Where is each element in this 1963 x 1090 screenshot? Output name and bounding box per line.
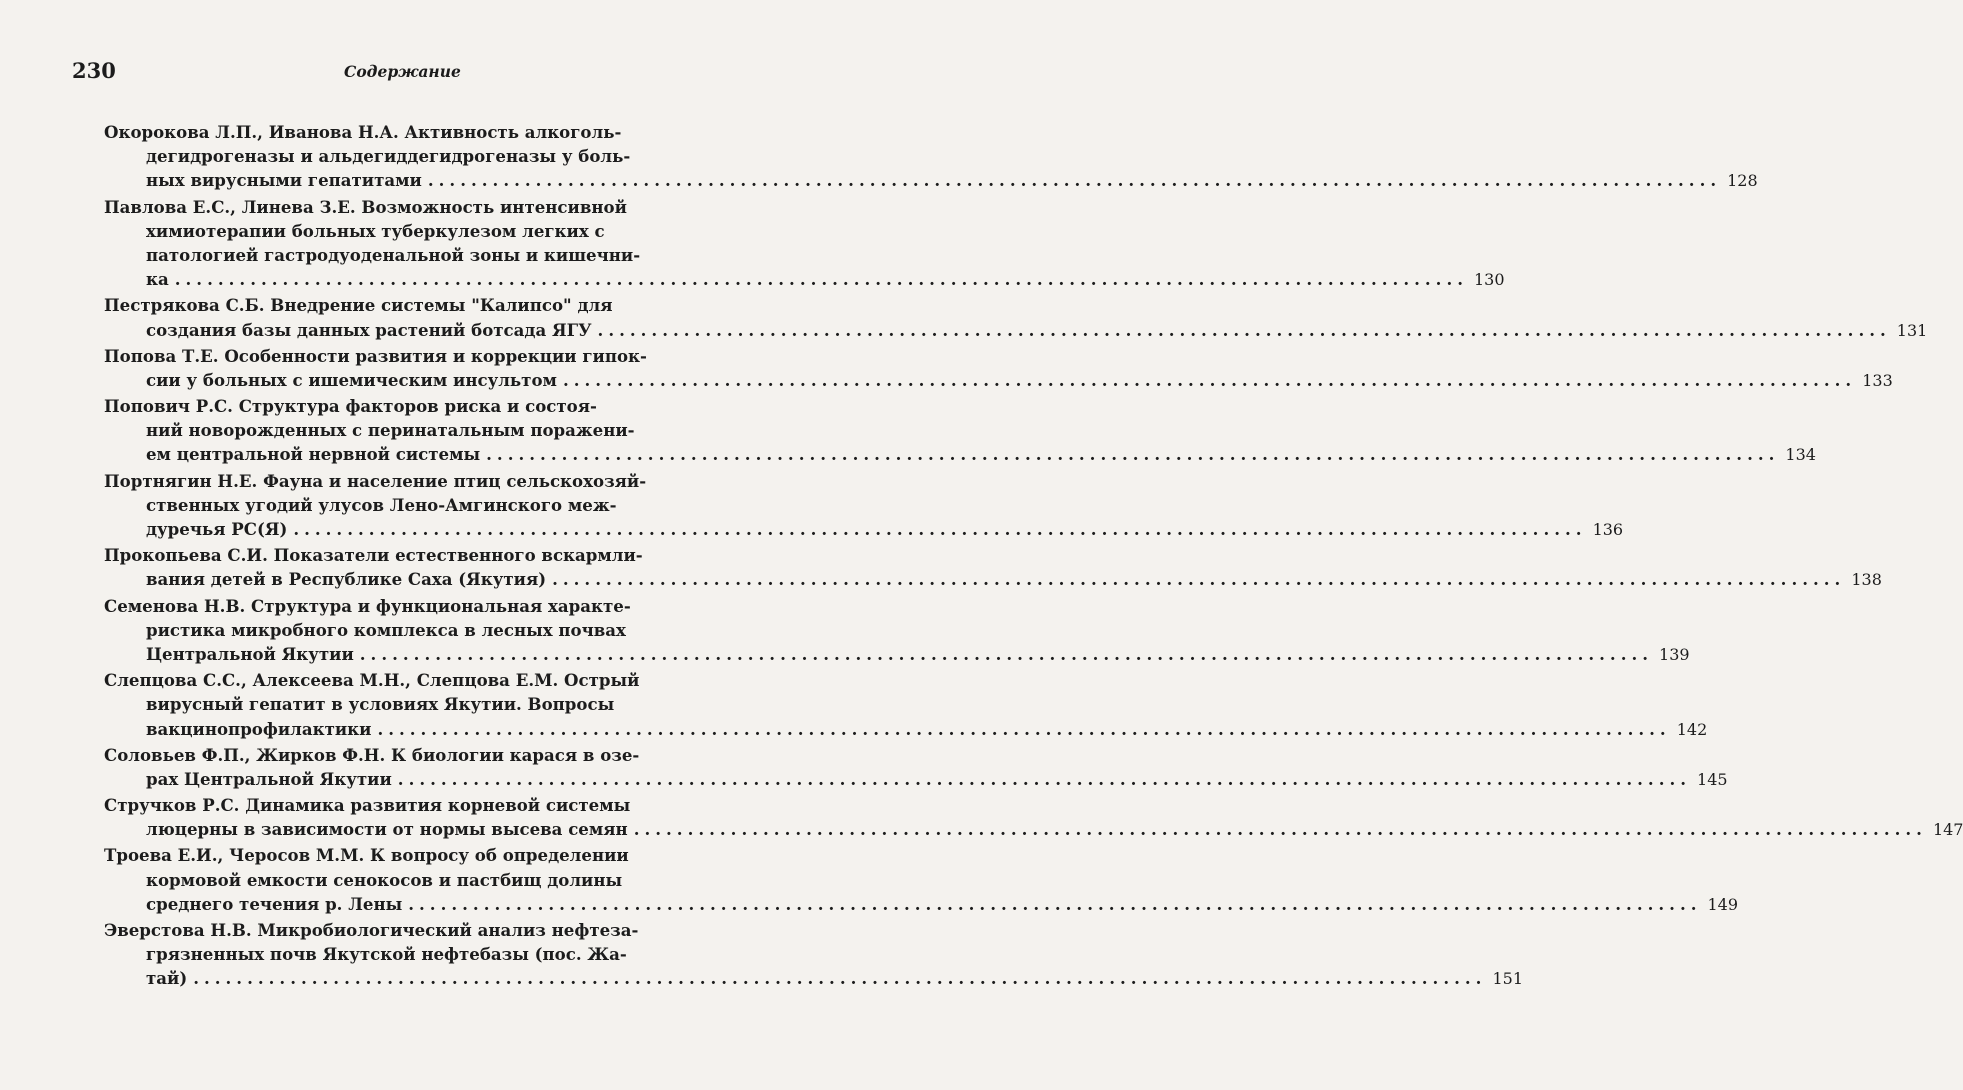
toc-page-number: 133 [1862,370,1893,390]
toc-page-number: 134 [1785,445,1816,465]
toc-entry-text: Пестрякова С.Б. Внедрение системы "Калипсо" для [104,295,613,316]
toc-entry-text: Эверстова Н.В. Микробиологический анализ нефтеза- [104,920,639,940]
toc-page-number: 147 [1932,820,1963,840]
toc-entry [104,843,1739,916]
toc-entry-text: Павлова Е.С., Линева З.Е. Возможность интенсивной [104,196,627,217]
toc-page-number: 142 [1676,719,1708,739]
toc-entry-text: люцерны в зависимости от нормы высева семян [146,819,628,840]
toc-entry-line [104,793,698,817]
toc-entry-text: Соловьев Ф.П., Жирков Ф.Н. К биологии карася в озе- [104,744,640,765]
toc-entry-text: Попова Т.Е. Особенности развития и коррекции гипок- [104,345,647,366]
toc-entry [104,543,1882,591]
table-of-contents [104,120,1963,993]
toc-entry-text: среднего течения р. Лены [146,893,403,914]
toc-entry-text: вакцинопрофилактики [146,718,372,739]
toc-entry-text: кормовой емкости сенокосов и пастбищ долины [146,869,623,890]
toc-entry-line [104,543,698,567]
toc-page-number: 130 [1474,270,1505,290]
toc-entry-last-line [104,442,1816,466]
toc-entry [104,344,1893,392]
toc-entry-text: Семенова Н.В. Структура и функциональная характе- [104,595,631,616]
toc-entry-text: ных вирусными гепатитами [146,170,422,191]
running-title: Содержание [344,62,461,81]
leader-dots: ........................................................................................................................ [552,569,1846,590]
toc-entry-line [104,493,698,517]
toc-entry-last-line [104,267,1505,291]
toc-entry-last-line [104,567,1882,591]
toc-entry-text: ка [146,269,169,290]
toc-entry-last-line [104,318,1928,342]
toc-entry-text: ственных угодий улусов Лено-Амгинского меж- [146,494,617,515]
leader-dots: ........................................................................................................................ [408,893,1702,914]
toc-entry-text: химиотерапии больных туберкулезом легких с [146,220,605,241]
toc-entry-text: вания детей в Республике Саха (Якутия) [146,569,547,590]
toc-entry-text: Портнягин Н.Е. Фауна и население птиц сельскохозяй- [104,470,647,491]
toc-entry-line [104,293,698,317]
toc-page-number: 151 [1492,969,1523,989]
toc-page-number: 139 [1659,644,1690,664]
toc-entry-text: Попович Р.С. Структура факторов риска и состоя- [104,396,597,417]
toc-entry [104,394,1816,467]
toc-entry-line [104,743,698,767]
toc-entry [104,594,1690,667]
toc-entry-text: Окорокова Л.П., Иванова Н.А. Активность алкоголь- [104,122,622,142]
toc-entry-text: вирусный гепатит в условиях Якутии. Вопросы [146,694,615,715]
toc-entry-line [104,394,698,418]
toc-entry-last-line [104,168,1758,192]
toc-entry-text: Стручков Р.С. Динамика развития корневой системы [104,795,631,816]
toc-entry [104,195,1505,292]
toc-entry-text: Прокопьева С.И. Показатели естественного вскармли- [104,545,643,566]
toc-entry [104,918,1523,991]
page-header [72,58,692,88]
toc-entry-line [104,195,698,219]
toc-entry-text: Троева Е.И., Черосов М.М. К вопросу об определении [104,845,629,866]
leader-dots: ........................................................................................................................ [633,819,1927,840]
toc-entry-text: создания базы данных растений ботсада ЯГУ [146,319,592,340]
toc-entry-line [104,668,698,692]
leader-dots: ........................................................................................................................ [427,170,1722,191]
toc-entry-line [104,144,698,168]
toc-page-number: 131 [1896,320,1928,340]
leader-dots: ........................................................................................................................ [359,643,1654,664]
toc-entry-text: ем центральной нервной системы [146,444,481,465]
toc-entry-line [104,243,698,267]
toc-entry-text: тай) [146,968,188,989]
toc-entry-text: Центральной Якутии [146,643,354,664]
toc-page-number: 149 [1707,894,1739,914]
leader-dots: ........................................................................................................................ [293,519,1587,539]
toc-entry-line [104,843,698,867]
toc-entry-text: дуречья РС(Я) [146,519,288,539]
leader-dots: ........................................................................................................................ [597,319,1891,340]
toc-entry-text: патологией гастродуоденальной зоны и кишечни- [146,244,641,265]
toc-entry [104,293,1928,341]
toc-entry-line [104,594,698,618]
toc-entry-line [104,868,698,892]
toc-page-number: 128 [1727,171,1758,191]
toc-entry-last-line [104,817,1963,841]
leader-dots: ........................................................................................................................ [377,718,1671,739]
toc-entry-last-line [104,717,1708,741]
toc-entry-line [104,692,698,716]
toc-page-number: 145 [1697,769,1728,789]
toc-entry-line [104,469,698,493]
toc-entry-line [104,418,698,442]
toc-entry-text: дегидрогеназы и альдегиддегидрогеназы у боль- [146,146,631,167]
toc-entry-last-line [104,642,1690,666]
toc-page-number: 138 [1851,570,1882,590]
toc-entry-text: ний новорожденных с перинатальным поражени- [146,420,635,441]
leader-dots: ........................................................................................................................ [486,444,1780,465]
toc-entry-last-line [104,368,1893,392]
toc-entry-text: сии у больных с ишемическим инсультом [146,369,557,390]
toc-entry-last-line [104,892,1739,916]
toc-entry-line [104,918,698,942]
toc-entry [104,120,1758,193]
toc-entry [104,743,1728,791]
toc-entry-last-line [104,966,1523,990]
leader-dots: ........................................................................................................................ [193,968,1487,989]
leader-dots: ........................................................................................................................ [397,768,1692,789]
toc-entry-line [104,219,698,243]
toc-entry-line [104,618,698,642]
toc-entry-line [104,942,698,966]
toc-entry [104,469,1624,542]
toc-entry-line [104,120,698,144]
toc-entry-last-line [104,767,1728,791]
toc-entry [104,668,1708,741]
toc-entry-text: Слепцова С.С., Алексеева М.Н., Слепцова Е.М. Острый [104,670,640,691]
toc-entry-text: рах Центральной Якутии [146,768,392,789]
leader-dots: ........................................................................................................................ [562,369,1857,390]
toc-entry-last-line [104,517,1624,541]
toc-entry-text: ристика микробного комплекса в лесных почвах [146,619,626,640]
page-number: 230 [72,58,116,83]
toc-page-number: 136 [1592,520,1624,539]
toc-entry-line [104,344,698,368]
toc-entry-text: грязненных почв Якутской нефтебазы (пос. Жа- [146,944,627,965]
leader-dots: ........................................................................................................................ [174,269,1468,290]
toc-entry [104,793,1963,841]
